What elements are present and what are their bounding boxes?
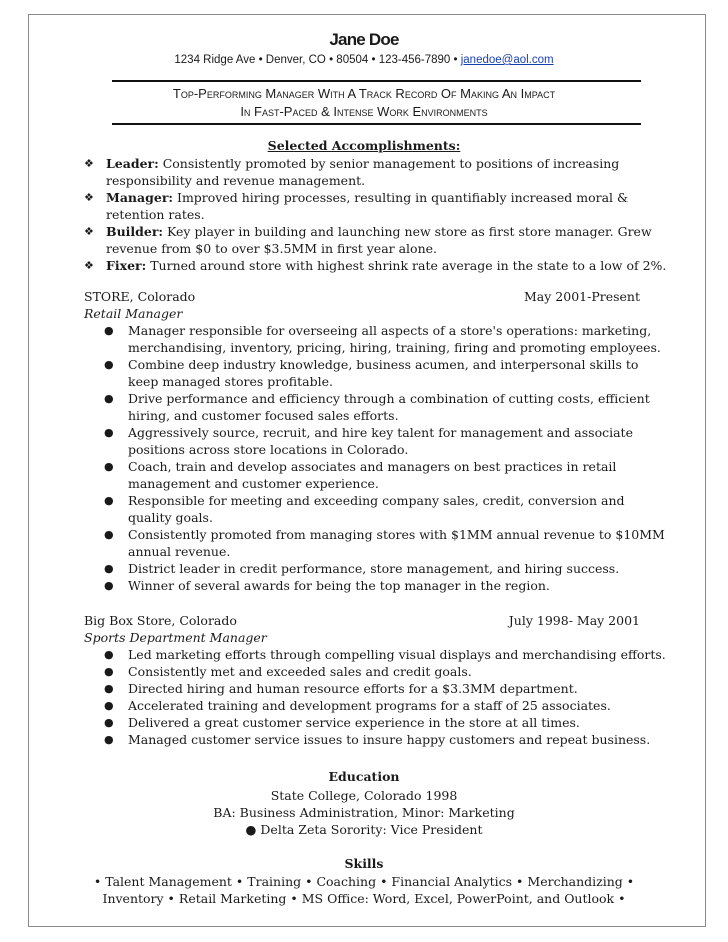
accomplishment-text-continued: revenue from $0 to over $3.5MM in first year alone. [106,241,437,256]
diamond-bullet-icon: ❖ [84,157,94,170]
job-title: Sports Department Manager [84,630,267,645]
accomplishment-label: Fixer: [106,258,147,273]
bullet-icon: ● [104,682,114,695]
contact-details: 1234 Ridge Ave • Denver, CO • 80504 • 123-456-7890 • [174,54,458,66]
job-bullet-text: hiring, and customer focused sales efforts. [128,408,399,423]
bullet-icon: ● [104,324,114,337]
skills-line-1: • Talent Management • Training • Coaching • Financial Analytics • Merchandizing • [93,874,635,889]
skills-title: Skills [344,856,384,871]
job-dates: July 1998- May 2001 [508,613,640,628]
accomplishment-item [106,155,619,172]
job-bullet-text: merchandising, inventory, pricing, hiring, training, firing and promoting employees. [128,340,661,355]
job-bullet-text: Consistently promoted from managing stores with $1MM annual revenue to $10MM [128,527,665,542]
accomplishment-item [106,257,666,274]
bullet-icon: ● [104,665,114,678]
job-bullet-text: annual revenue. [128,544,231,559]
bullet-icon: ● [245,822,261,837]
accomplishments-title: Selected Accomplishments: [267,138,461,153]
job-bullet-text: Aggressively source, recruit, and hire key talent for management and associate [128,425,633,440]
job-company: STORE, Colorado [84,289,196,304]
diamond-bullet-icon: ❖ [84,225,94,238]
bullet-icon: ● [104,358,114,371]
job-bullet-text: Managed customer service issues to insure happy customers and repeat business. [128,732,651,747]
job-bullet-text: management and customer experience. [128,476,379,491]
job-company: Big Box Store, Colorado [84,613,237,628]
candidate-name: Jane Doe [329,30,399,49]
job-bullet-text: Manager responsible for overseeing all aspects of a store's operations: marketing, [128,323,652,338]
education-activity-text: Delta Zeta Sorority: Vice President [260,822,483,837]
accomplishment-text-continued: retention rates. [106,207,205,222]
bullet-icon: ● [104,460,114,473]
job-bullet-text: keep managed stores profitable. [128,374,333,389]
header-rule-top [112,80,641,82]
job-dates: May 2001-Present [524,289,640,304]
job-bullet-text: Delivered a great customer service experience in the store at all times. [128,715,580,730]
email-link[interactable]: janedoe@aol.com [460,54,554,66]
headline-line-1: Top-Performing Manager With A Track Record Of Making An Impact [172,86,556,101]
job-title: Retail Manager [84,306,183,321]
accomplishment-text: Turned around store with highest shrink rate average in the state to a low of 2%. [150,258,667,273]
header-rule-bottom [112,123,641,125]
diamond-bullet-icon: ❖ [84,191,94,204]
accomplishment-text-continued: responsibility and revenue management. [106,173,366,188]
accomplishment-label: Leader: [106,156,159,171]
education-degree: BA: Business Administration, Minor: Marketing [213,805,515,820]
accomplishment-label: Manager: [106,190,174,205]
bullet-icon: ● [104,528,114,541]
job-bullet-text: District leader in credit performance, store management, and hiring success. [128,561,620,576]
skills-line-2: Inventory • Retail Marketing • MS Office: Word, Excel, PowerPoint, and Outlook • [102,891,626,906]
education-school: State College, Colorado 1998 [270,788,458,803]
headline-line-2: In Fast-Paced & Intense Work Environments [240,104,488,119]
job-bullet-text: quality goals. [128,510,213,525]
job-bullet-text: Led marketing efforts through compelling visual displays and merchandising efforts. [128,647,666,662]
accomplishment-text: Key player in building and launching new store as first store manager. Grew [167,224,652,239]
bullet-icon: ● [104,579,114,592]
job-bullet-text: Coach, train and develop associates and managers on best practices in retail [128,459,617,474]
education-title: Education [328,769,400,784]
job-bullet-text: positions across store locations in Colorado. [128,442,409,457]
bullet-icon: ● [104,426,114,439]
job-bullet-text: Consistently met and exceeded sales and credit goals. [128,664,472,679]
accomplishment-text: Consistently promoted by senior management to positions of increasing [162,156,620,171]
bullet-icon: ● [104,494,114,507]
bullet-icon: ● [104,562,114,575]
accomplishment-item [106,223,652,240]
job-bullet-text: Drive performance and efficiency through a combination of cutting costs, efficient [128,391,650,406]
job-bullet-text: Responsible for meeting and exceeding company sales, credit, conversion and [128,493,625,508]
diamond-bullet-icon: ❖ [84,259,94,272]
accomplishment-label: Builder: [106,224,164,239]
bullet-icon: ● [104,699,114,712]
job-bullet-text: Accelerated training and development programs for a staff of 25 associates. [128,698,611,713]
bullet-icon: ● [104,392,114,405]
bullet-icon: ● [104,733,114,746]
contact-line [0,54,728,66]
accomplishment-item [106,189,628,206]
education-activity [0,821,728,838]
bullet-icon: ● [104,648,114,661]
bullet-icon: ● [104,716,114,729]
job-bullet-text: Directed hiring and human resource efforts for a $3.3MM department. [128,681,578,696]
job-bullet-text: Combine deep industry knowledge, business acumen, and interpersonal skills to [128,357,639,372]
job-bullet-text: Winner of several awards for being the top manager in the region. [128,578,550,593]
accomplishment-text: Improved hiring processes, resulting in quantifiably increased moral & [177,190,629,205]
